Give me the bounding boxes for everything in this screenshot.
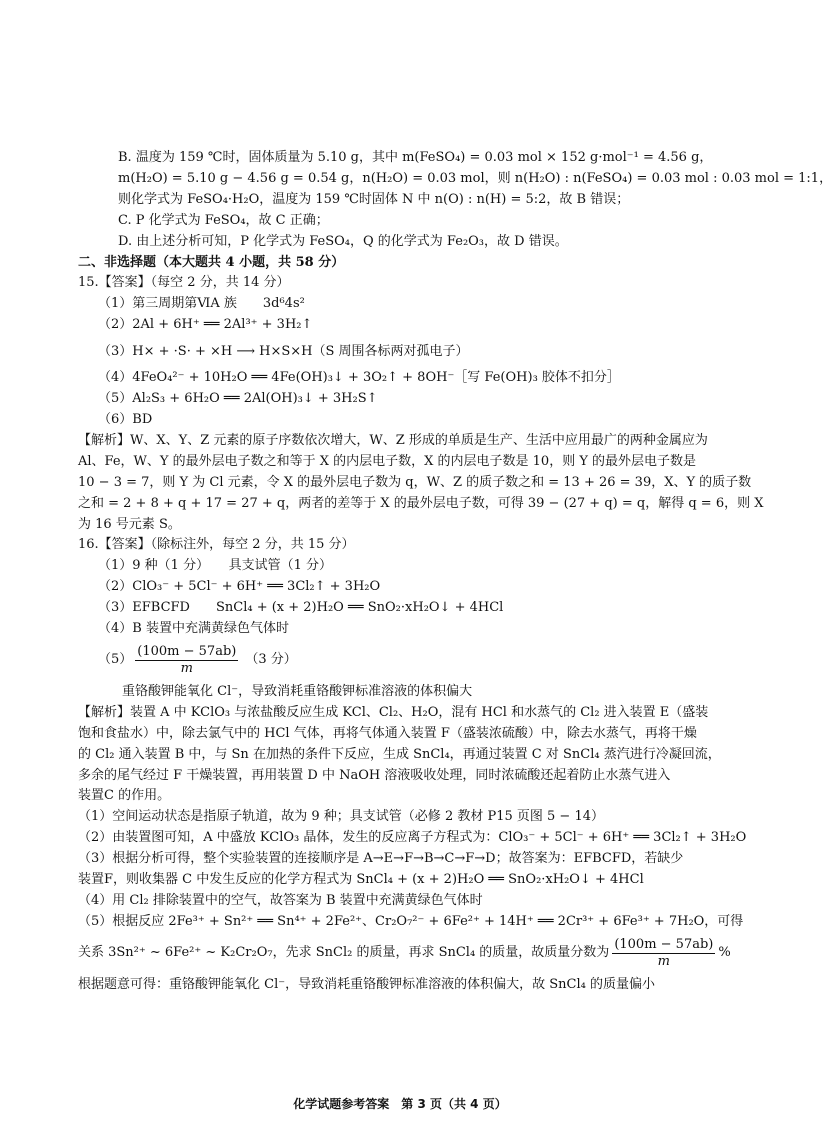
q15-analysis-2: Al、Fe，W、Y 的最外层电子数之和等于 X 的内层电子数，X 的内层电子数是 10，则 Y 的最外层电子数是 xyxy=(78,453,697,469)
fraction-numerator: (100m − 57ab) xyxy=(614,937,714,953)
q16-analysis-3: 的 Cl₂ 通入装置 B 中，与 Sn 在加热的条件下反应，生成 SnCl₄，再通过装置 C 对 SnCl₄ 蒸汽进行冷凝回流， xyxy=(78,746,721,762)
q16-answer-2: （2）ClO₃⁻ + 5Cl⁻ + 6H⁺ ══ 3Cl₂↑ + 3H₂O xyxy=(98,579,381,595)
q15-answer-1: （1）第三周期第ⅥA 族 3d⁶4s² xyxy=(98,296,305,312)
fraction-numerator: (100m − 57ab) xyxy=(137,644,237,660)
q15-analysis-4: 之和 = 2 + 8 + q + 17 = 27 + q，两者的差等于 X 的最外层电子数，可得 39 − (27 + q) = q，解得 q = 6，则 X xyxy=(78,495,764,511)
q16-analysis-4: 多余的尾气经过 F 干燥装置，再用装置 D 中 NaOH 溶液吸收处理，同时浓硫酸还起着防止水蒸气进入 xyxy=(78,767,671,783)
q16-answer-1: （1）9 种（1 分） 具支试管（1 分） xyxy=(98,558,332,574)
q16-analysis-5: 装置C 的作用。 xyxy=(78,788,171,804)
page-footer: 化学试题参考答案 第 3 页（共 4 页） xyxy=(293,1097,507,1111)
q15-answer-5: （5）Al₂S₃ + 6H₂O ══ 2Al(OH)₃↓ + 3H₂S↑ xyxy=(98,391,378,407)
q16-explain-1: （1）空间运动状态是指原子轨道，故为 9 种；具支试管（必修 2 教材 P15 页图 5 − 14） xyxy=(78,809,604,825)
q16-answer-heading: 16.【答案】（除标注外，每空 2 分，共 15 分） xyxy=(78,537,355,553)
q16-explain-4: 装置F，则收集器 C 中发生反应的化学方程式为 SnCl₄ + (x + 2)H₂O ══ SnO₂·xH₂O↓ + 4HCl xyxy=(78,872,644,888)
q16-explain-3: （3）根据分析可得，整个实验装置的连接顺序是 A→E→F→B→C→F→D；故答案为：EFBCFD，若缺少 xyxy=(78,851,684,867)
q16-answer-6: 重铬酸钾能氧化 Cl⁻，导致消耗重铬酸钾标准溶液的体积偏大 xyxy=(122,683,473,699)
analysis-b-line-2: m(H₂O) = 5.10 g − 4.56 g = 0.54 g，n(H₂O) = 0.03 mol，则 n(H₂O) : n(FeSO₄) = 0.03 mol : 0.03 mol = 1:1， xyxy=(118,170,832,186)
q16-analysis-2: 饱和食盐水）中，除去氯气中的 HCl 气体，再将气体通入装置 F（盛装浓硫酸）中，除去水蒸气，再将干燥 xyxy=(78,725,697,741)
q15-analysis-1: 【解析】W、X、Y、Z 元素的原子序数依次增大，W、Z 形成的单质是生产、生活中应用最广的两种金属应为 xyxy=(78,432,708,448)
q16-answer-5-prefix: （5） xyxy=(98,652,133,668)
q15-answer-heading: 15.【答案】（每空 2 分，共 14 分） xyxy=(78,275,290,291)
q15-analysis-3: 10 − 3 = 7，则 Y 为 Cl 元素，令 X 的最外层电子数为 q，W、Z 的质子数之和 = 13 + 26 = 39，X、Y 的质子数 xyxy=(78,474,752,490)
analysis-d-line: D. 由上述分析可知，P 化学式为 FeSO₄，Q 的化学式为 Fe₂O₃，故 D 错误。 xyxy=(118,233,568,249)
q16-explain-7 xyxy=(78,933,730,975)
fraction-denominator: m xyxy=(180,661,193,677)
analysis-c-line: C. P 化学式为 FeSO₄，故 C 正确； xyxy=(118,212,329,228)
q16-explain-6: （5）根据反应 2Fe³⁺ + Sn²⁺ ══ Sn⁴⁺ + 2Fe²⁺、Cr₂O₇²⁻ + 6Fe²⁺ + 14H⁺ ══ 2Cr³⁺ + 6Fe³⁺ + 7H₂O，可得 xyxy=(78,913,744,929)
q16-explain-7-fraction xyxy=(612,937,715,970)
q16-answer-5-score: （3 分） xyxy=(245,652,297,668)
q16-answer-5-fraction xyxy=(135,644,238,677)
q16-explain-2: （2）由装置图可知，A 中盛放 KClO₃ 晶体，发生的反应离子方程式为：ClO₃⁻ + 5Cl⁻ + 6H⁺ ══ 3Cl₂↑ + 3H₂O xyxy=(78,830,747,846)
q15-answer-2: （2）2Al + 6H⁺ ══ 2Al³⁺ + 3H₂↑ xyxy=(98,317,313,333)
q16-explain-8: 根据题意可得：重铬酸钾能氧化 Cl⁻，导致消耗重铬酸钾标准溶液的体积偏大，故 SnCl₄ 的质量偏小 xyxy=(78,976,655,992)
q16-answer-4: （4）B 装置中充满黄绿色气体时 xyxy=(98,621,289,637)
q16-analysis-1: 【解析】装置 A 中 KClO₃ 与浓盐酸反应生成 KCl、Cl₂、H₂O，混有 HCl 和水蒸气的 Cl₂ 进入装置 E（盛装 xyxy=(78,704,709,720)
q15-answer-4: （4）4FeO₄²⁻ + 10H₂O ══ 4Fe(OH)₃↓ + 3O₂↑ + 8OH⁻［写 Fe(OH)₃ 胶体不扣分］ xyxy=(98,370,620,386)
q15-answer-6: （6）BD xyxy=(98,411,153,427)
q16-explain-5: （4）用 Cl₂ 排除装置中的空气，故答案为 B 装置中充满黄绿色气体时 xyxy=(78,893,483,908)
q15-answer-3-lewis: （3）H× + ·S· + ×H ⟶ H×S×H（S 周围各标两对孤电子） xyxy=(98,343,469,359)
q16-answer-5 xyxy=(78,640,730,682)
analysis-b-line-1: B. 温度为 159 ℃时，固体质量为 5.10 g，其中 m(FeSO₄) = 0.03 mol × 152 g·mol⁻¹ = 4.56 g， xyxy=(118,150,713,165)
q15-analysis-5: 为 16 号元素 S。 xyxy=(78,516,181,532)
percent-sign: % xyxy=(718,945,731,961)
q16-answer-3: （3）EFBCFD SnCl₄ + (x + 2)H₂O ══ SnO₂·xH₂O↓ + 4HCl xyxy=(98,600,504,616)
analysis-b-line-3: 则化学式为 FeSO₄·H₂O，温度为 159 ℃时固体 N 中 n(O) : n(H) = 5:2，故 B 错误； xyxy=(118,191,630,207)
q16-explain-7-text: 关系 3Sn²⁺ ~ 6Fe²⁺ ~ K₂Cr₂O₇，先求 SnCl₂ 的质量，再求 SnCl₄ 的质量，故质量分数为 xyxy=(78,945,610,961)
fraction-denominator: m xyxy=(657,954,670,970)
section-heading: 二、非选择题（本大题共 4 小题，共 58 分） xyxy=(78,254,345,270)
